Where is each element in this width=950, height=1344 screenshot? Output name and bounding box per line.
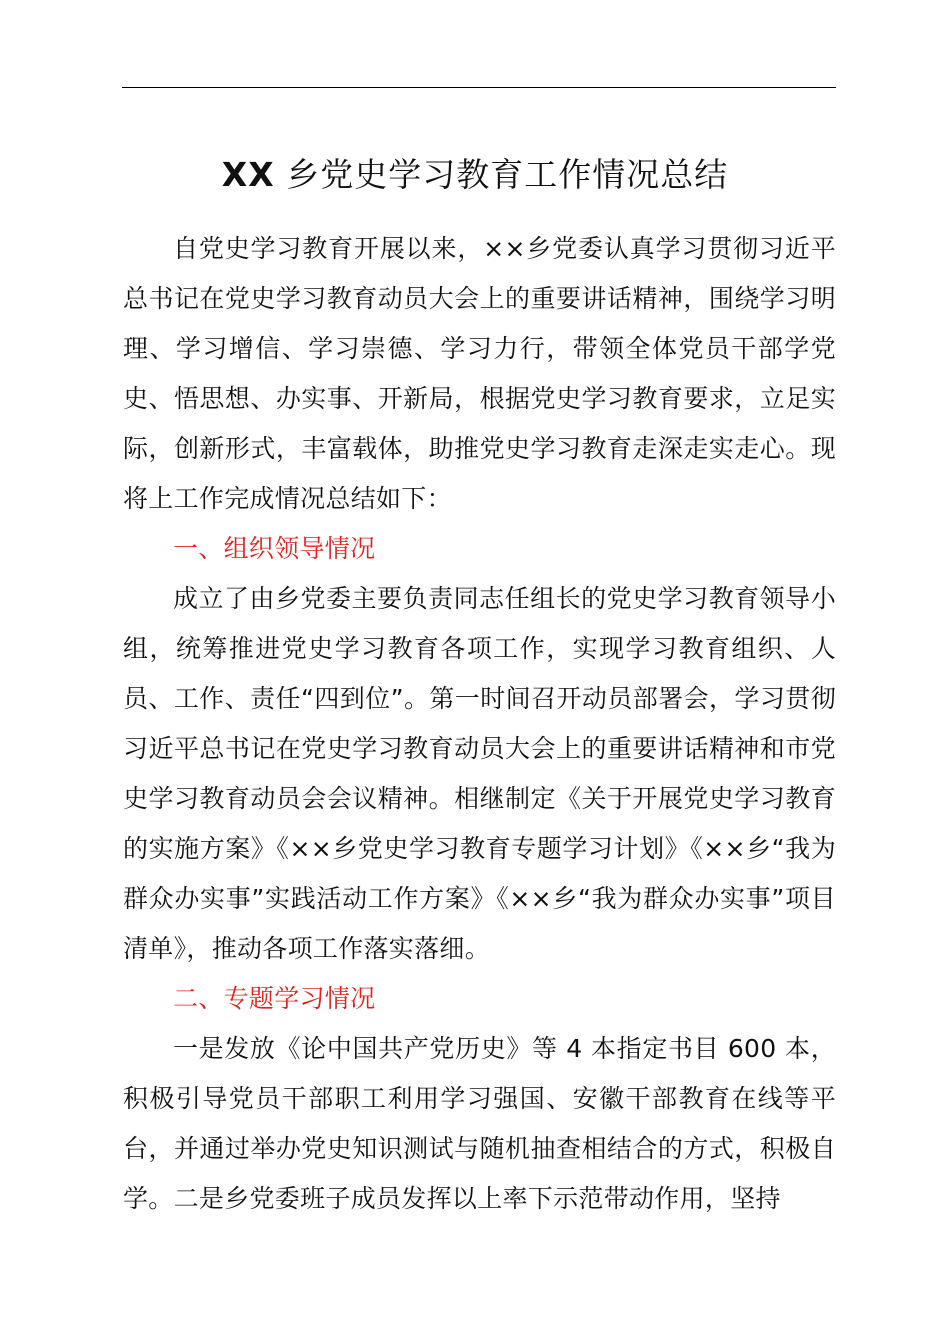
document-title xyxy=(0,148,950,202)
section-heading-study: 二、专题学习情况 xyxy=(173,984,376,1013)
title-prefix: XX xyxy=(221,155,275,194)
title-rest: 乡党史学习教育工作情况总结 xyxy=(286,155,729,194)
section-heading-organization: 一、组织领导情况 xyxy=(173,534,376,563)
section-body-organization: 成立了由乡党委主要负责同志任组长的党史学习教育领导小组，统筹推进党史学习教育各项工作，实现学习教育组织、人员、工作、责任“四到位”。第一时间召开动员部署会，学习贯彻习近平总书记在党史学习教育动员大会上的重要讲话精神和市党史学习教育动员会会议精神。相继制定《关于开展党史学习教育的实施方案》《××乡党史学习教育专题学习计划》《××乡“我为群众办实事”实践活动工作方案》《××乡“我为群众办实事”项目清单》，推动各项工作落实落细。 xyxy=(123,584,836,963)
intro-paragraph: 自党史学习教育开展以来，××乡党委认真学习贯彻习近平总书记在党史学习教育动员大会上的重要讲话精神，围绕学习明理、学习增信、学习崇德、学习力行，带领全体党员干部学党史、悟思想、办实事、开新局，根据党史学习教育要求，立足实际，创新形式，丰富载体，助推党史学习教育走深走实走心。现将上工作完成情况总结如下： xyxy=(123,234,836,513)
section-body-study: 一是发放《论中国共产党历史》等 4 本指定书目 600 本，积极引导党员干部职工利用学习强国、安徽干部教育在线等平台，并通过举办党史知识测试与随机抽查相结合的方式，积极自学。二是乡党委班子成员发挥以上率下示范带动作用，坚持 xyxy=(123,1034,836,1213)
document-body xyxy=(123,224,836,1224)
header-rule xyxy=(122,87,836,88)
